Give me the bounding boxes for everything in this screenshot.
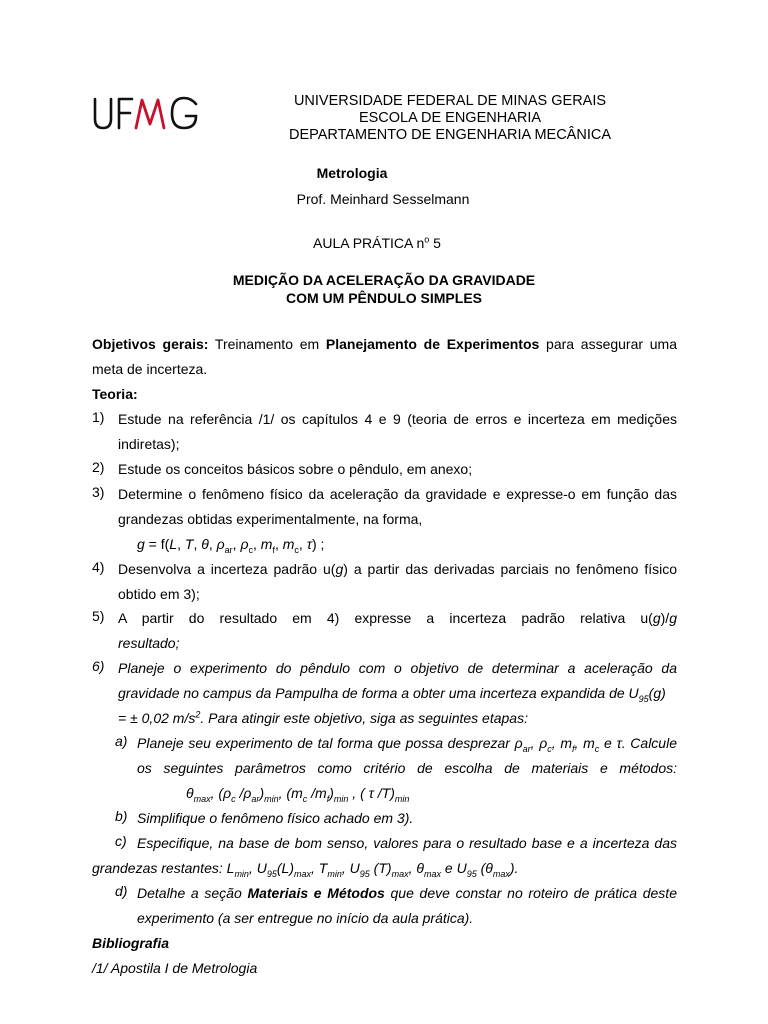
item-b-number: b) <box>115 808 128 824</box>
item-c-number: c) <box>115 833 127 849</box>
item-c-line1: Especifique, na base de bom senso, valores para o resultado base e a incerteza das <box>137 835 677 851</box>
item-5-line1: A partir do resultado em 4) expresse a incerteza padrão relativa u(g)/g <box>118 610 677 626</box>
item-6-line2: gravidade no campus da Pampulha de forma a obter uma incerteza expandida de $U_{95}(g)$ <box>118 685 666 704</box>
university-name: UNIVERSIDADE FEDERAL DE MINAS GERAIS <box>293 93 607 109</box>
item-1-line1: Estude na referência /1/ os capítulos 4 e 9 (teoria de erros e incerteza em medições <box>118 411 677 427</box>
gravity-formula: g = f(L, T, θ, $\rho_{ar}$, $\rho_c$, $m_f$, $m_c$, τ) ; <box>137 536 325 555</box>
bibliography-heading: Bibliografia <box>92 935 170 951</box>
item-a-line1: Planeje seu experimento de tal forma que possa desprezar $\rho_{ar}$, $\rho_c$, $m_f$, $m_c$ e τ. Calcule <box>137 735 677 754</box>
department-name: DEPARTAMENTO DE ENGENHARIA MECÂNICA <box>288 127 611 143</box>
item-d-line1: Detalhe a seção Materiais e Métodos que deve constar no roteiro de prática deste <box>137 885 677 901</box>
lesson-number: AULA PRÁTICA $n^o$ 5 <box>313 234 441 251</box>
professor-name: Prof. Meinhard Sesselmann <box>296 191 470 207</box>
course-name: Metrologia <box>316 165 388 181</box>
item-1-line2: indiretas); <box>118 436 180 452</box>
item-5-number: 5) <box>92 608 105 624</box>
item-1-number: 1) <box>92 409 105 425</box>
item-6-line1: Planeje o experimento do pêndulo com o objetivo de determinar a aceleração da <box>118 660 677 676</box>
item-a-line2: os seguintes parâmetros como critério de escolha de materiais e métodos: <box>137 760 677 776</box>
bibliography-ref-1: /1/ Apostila I de Metrologia <box>92 960 258 976</box>
ufmg-logo <box>92 94 202 132</box>
item-3-number: 3) <box>92 484 105 500</box>
item-2-number: 2) <box>92 459 105 475</box>
item-b-line1: Simplifique o fenômeno físico achado em 3). <box>137 810 414 826</box>
item-c-line2: grandezas restantes: $L_{min}$, $U_{95}(L)_{max}$, $T_{min}$, $U_{95}$ $(T)_{max}$, $\theta_{max}$ e $U_{95}$ $(\theta_{max})$. <box>92 860 519 879</box>
item-4-line1: Desenvolva a incerteza padrão u(g) a partir das derivadas parciais no fenômeno físico <box>118 561 678 577</box>
objectives-line1: Objetivos gerais: Treinamento em Planejamento de Experimentos para assegurar uma <box>92 336 678 352</box>
item-3-line1: Determine o fenômeno físico da aceleração da gravidade e expresse-o em função das <box>118 486 677 502</box>
school-name: ESCOLA DE ENGENHARIA <box>358 110 542 126</box>
theory-heading: Teoria: <box>92 386 138 402</box>
item-d-number: d) <box>115 883 128 899</box>
item-d-line2: experimento (a ser entregue no início da aula prática). <box>137 910 474 926</box>
document-title-line2: COM UM PÊNDULO SIMPLES <box>285 290 482 306</box>
item-6-line3: = ± 0,02 $m/s^2$. Para atingir este objetivo, siga as seguintes etapas: <box>118 709 528 726</box>
item-5-line2: resultado; <box>118 635 180 651</box>
item-3-line2: grandezas obtidas experimentalmente, na forma, <box>118 511 423 527</box>
item-4-number: 4) <box>92 559 105 575</box>
item-a-number: a) <box>115 733 128 749</box>
document-title-line1: MEDIÇÃO DA ACELERAÇÃO DA GRAVIDADE <box>232 272 536 288</box>
item-4-line2: obtido em 3); <box>118 586 200 602</box>
item-a-parameters: $\theta_{max}$, ($\rho_c$ $/\rho_{ar})_{min}$, ($m_c$ $/m_f)_{min}$ , ( τ $/T)_{min}$ <box>186 785 410 804</box>
objectives-line2: meta de incerteza. <box>92 361 208 377</box>
item-2-line1: Estude os conceitos básicos sobre o pêndulo, em anexo; <box>118 461 473 477</box>
item-6-number: 6) <box>92 658 105 674</box>
